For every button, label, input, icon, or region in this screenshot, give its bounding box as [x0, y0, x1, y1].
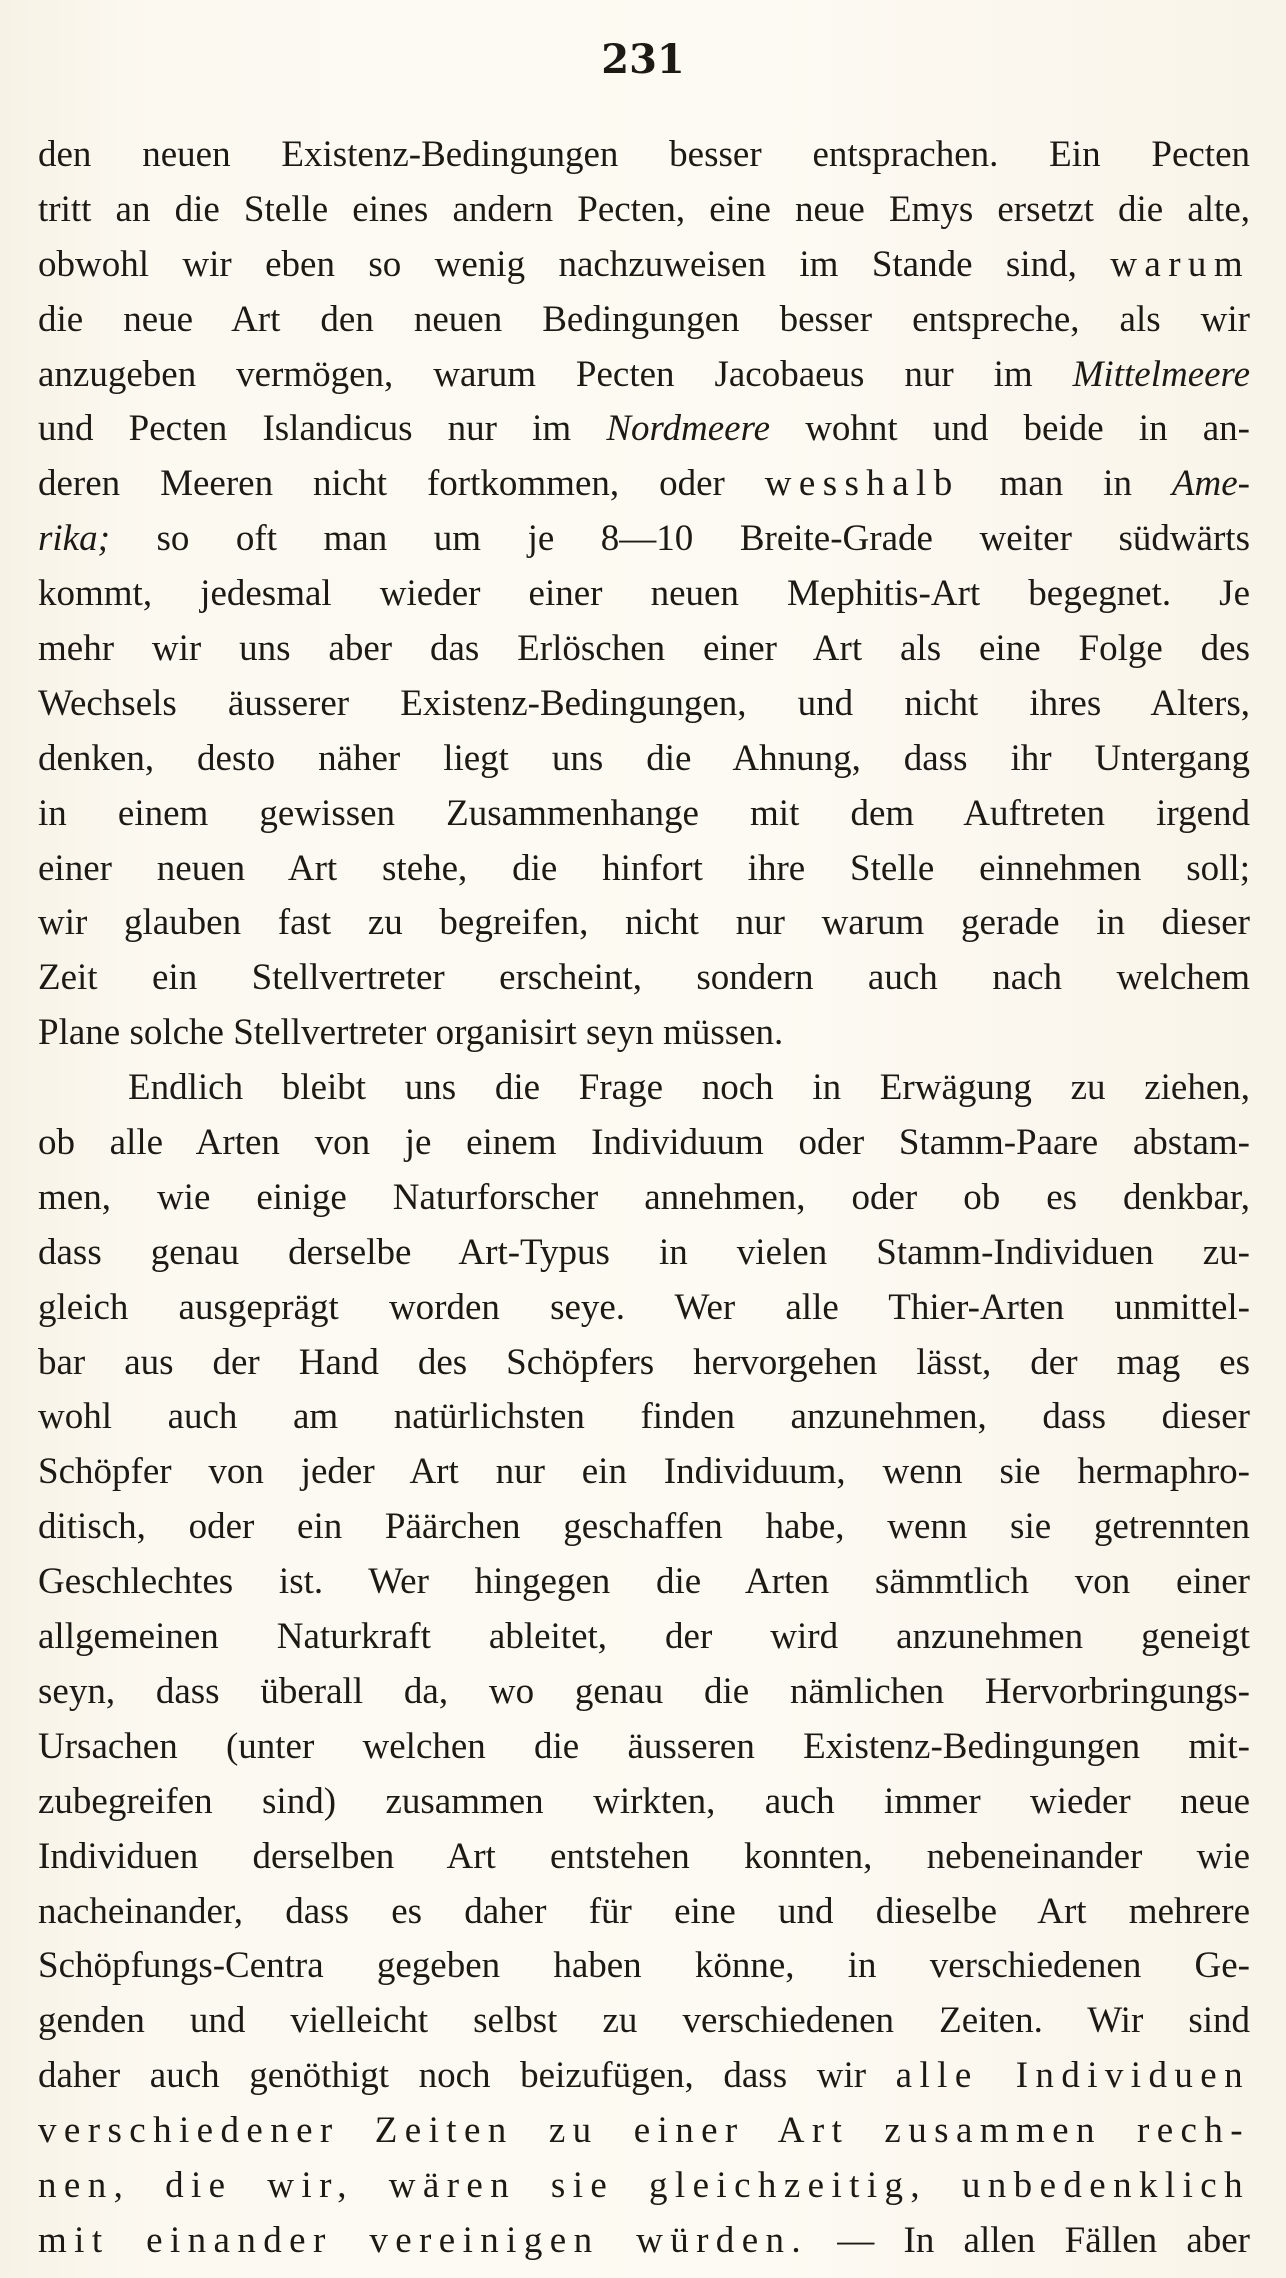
text-line: men, wie einige Naturforscher annehmen, oder ob es denkbar,	[38, 1176, 1250, 1218]
text-line: Zeit ein Stellvertreter erscheint, sondern auch nach welchem	[38, 957, 1250, 999]
emphasis-spaced: warum	[1110, 243, 1250, 285]
text-line: Ursachen (unter welchen die äusseren Existenz-Bedingungen mit-	[38, 1725, 1250, 1767]
emphasis-spaced: wesshalb	[764, 463, 960, 505]
page-number: 231	[601, 36, 685, 83]
text-line: tritt an die Stelle eines andern Pecten, eine neue Emys ersetzt die alte,	[38, 188, 1250, 230]
text-line: obwohl wir eben so wenig nachzuweisen im Stande sind, warum	[38, 243, 1250, 285]
text-line: nacheinander, dass es daher für eine und dieselbe Art mehrere	[38, 1890, 1250, 1932]
text-line-spaced: verschiedener Zeiten zu einer Art zusammen rech-	[38, 2110, 1250, 2152]
text-line: rika; so oft man um je 8—10 Breite-Grade weiter südwärts	[38, 518, 1250, 560]
text-line: wir glauben fast zu begreifen, nicht nur warum gerade in dieser	[38, 902, 1250, 944]
text-line: Schöpfer von jeder Art nur ein Individuum, wenn sie hermaphro-	[38, 1451, 1250, 1493]
text-line: gleich ausgeprägt worden seye. Wer alle Thier-Arten unmittel-	[38, 1286, 1250, 1328]
emphasis-spaced: alle Individuen	[895, 2055, 1250, 2097]
text-line: anzugeben vermögen, warum Pecten Jacobaeus nur im Mittelmeere	[38, 353, 1250, 395]
text-line: denken, desto näher liegt uns die Ahnung, dass ihr Untergang	[38, 737, 1250, 779]
text-line: ob alle Arten von je einem Individuum oder Stamm-Paare abstam-	[38, 1122, 1250, 1164]
text-line: mit einander vereinigen würden. — In allen Fällen aber	[38, 2219, 1250, 2261]
text-line: Schöpfungs-Centra gegeben haben könne, in verschiedenen Ge-	[38, 1945, 1250, 1987]
text-line: den neuen Existenz-Bedingungen besser entsprachen. Ein Pecten	[38, 134, 1250, 175]
text-line: kommt, jedesmal wieder einer neuen Mephitis-Art begegnet. Je	[38, 573, 1250, 615]
text-line: zubegreifen sind) zusammen wirkten, auch immer wieder neue	[38, 1780, 1250, 1822]
text-line: ditisch, oder ein Päärchen geschaffen habe, wenn sie getrennten	[38, 1506, 1250, 1548]
text-line: seyn, dass überall da, wo genau die nämlichen Hervorbringungs-	[38, 1670, 1250, 1712]
text-line: Geschlechtes ist. Wer hingegen die Arten sämmtlich von einer	[38, 1561, 1250, 1603]
paragraph-first-line: Endlich bleibt uns die Frage noch in Erwägung zu ziehen,	[128, 1067, 1250, 1109]
text-line: Individuen derselben Art entstehen konnten, nebeneinander wie	[38, 1835, 1250, 1877]
text-line: Plane solche Stellvertreter organisirt seyn müssen.	[38, 1012, 784, 1054]
text-line: die neue Art den neuen Bedingungen besser entspreche, als wir	[38, 298, 1250, 340]
text-line-spaced: nen, die wir, wären sie gleichzeitig, unbedenklich	[38, 2164, 1250, 2206]
body-text	[38, 128, 1250, 2269]
emphasis-italic: Mittelmeere	[1072, 353, 1250, 395]
text-line: daher auch genöthigt noch beizufügen, dass wir alle Individuen	[38, 2055, 1250, 2097]
emphasis-spaced: mit einander vereinigen würden.	[38, 2219, 809, 2261]
emphasis-italic: Nordmeere	[606, 408, 771, 450]
text-line: deren Meeren nicht fortkommen, oder wesshalb man in Ame-	[38, 463, 1250, 505]
text-line: bar aus der Hand des Schöpfers hervorgehen lässt, der mag es	[38, 1341, 1250, 1383]
emphasis-italic: rika;	[38, 518, 110, 560]
text-line: Wechsels äusserer Existenz-Bedingungen, und nicht ihres Alters,	[38, 682, 1250, 724]
text-line: allgemeinen Naturkraft ableitet, der wird anzunehmen geneigt	[38, 1616, 1250, 1658]
text-line: und Pecten Islandicus nur im Nordmeere wohnt und beide in an-	[38, 408, 1250, 450]
emphasis-italic: Ame-	[1171, 463, 1250, 505]
text-line: einer neuen Art stehe, die hinfort ihre Stelle einnehmen soll;	[38, 847, 1250, 889]
text-line: mehr wir uns aber das Erlöschen einer Art als eine Folge des	[38, 628, 1250, 670]
text-line: in einem gewissen Zusammenhange mit dem Auftreten irgend	[38, 792, 1250, 834]
text-line: genden und vielleicht selbst zu verschiedenen Zeiten. Wir sind	[38, 2000, 1250, 2042]
text-line: wohl auch am natürlichsten finden anzunehmen, dass dieser	[38, 1396, 1250, 1438]
text-line: dass genau derselbe Art-Typus in vielen Stamm-Individuen zu-	[38, 1231, 1250, 1273]
